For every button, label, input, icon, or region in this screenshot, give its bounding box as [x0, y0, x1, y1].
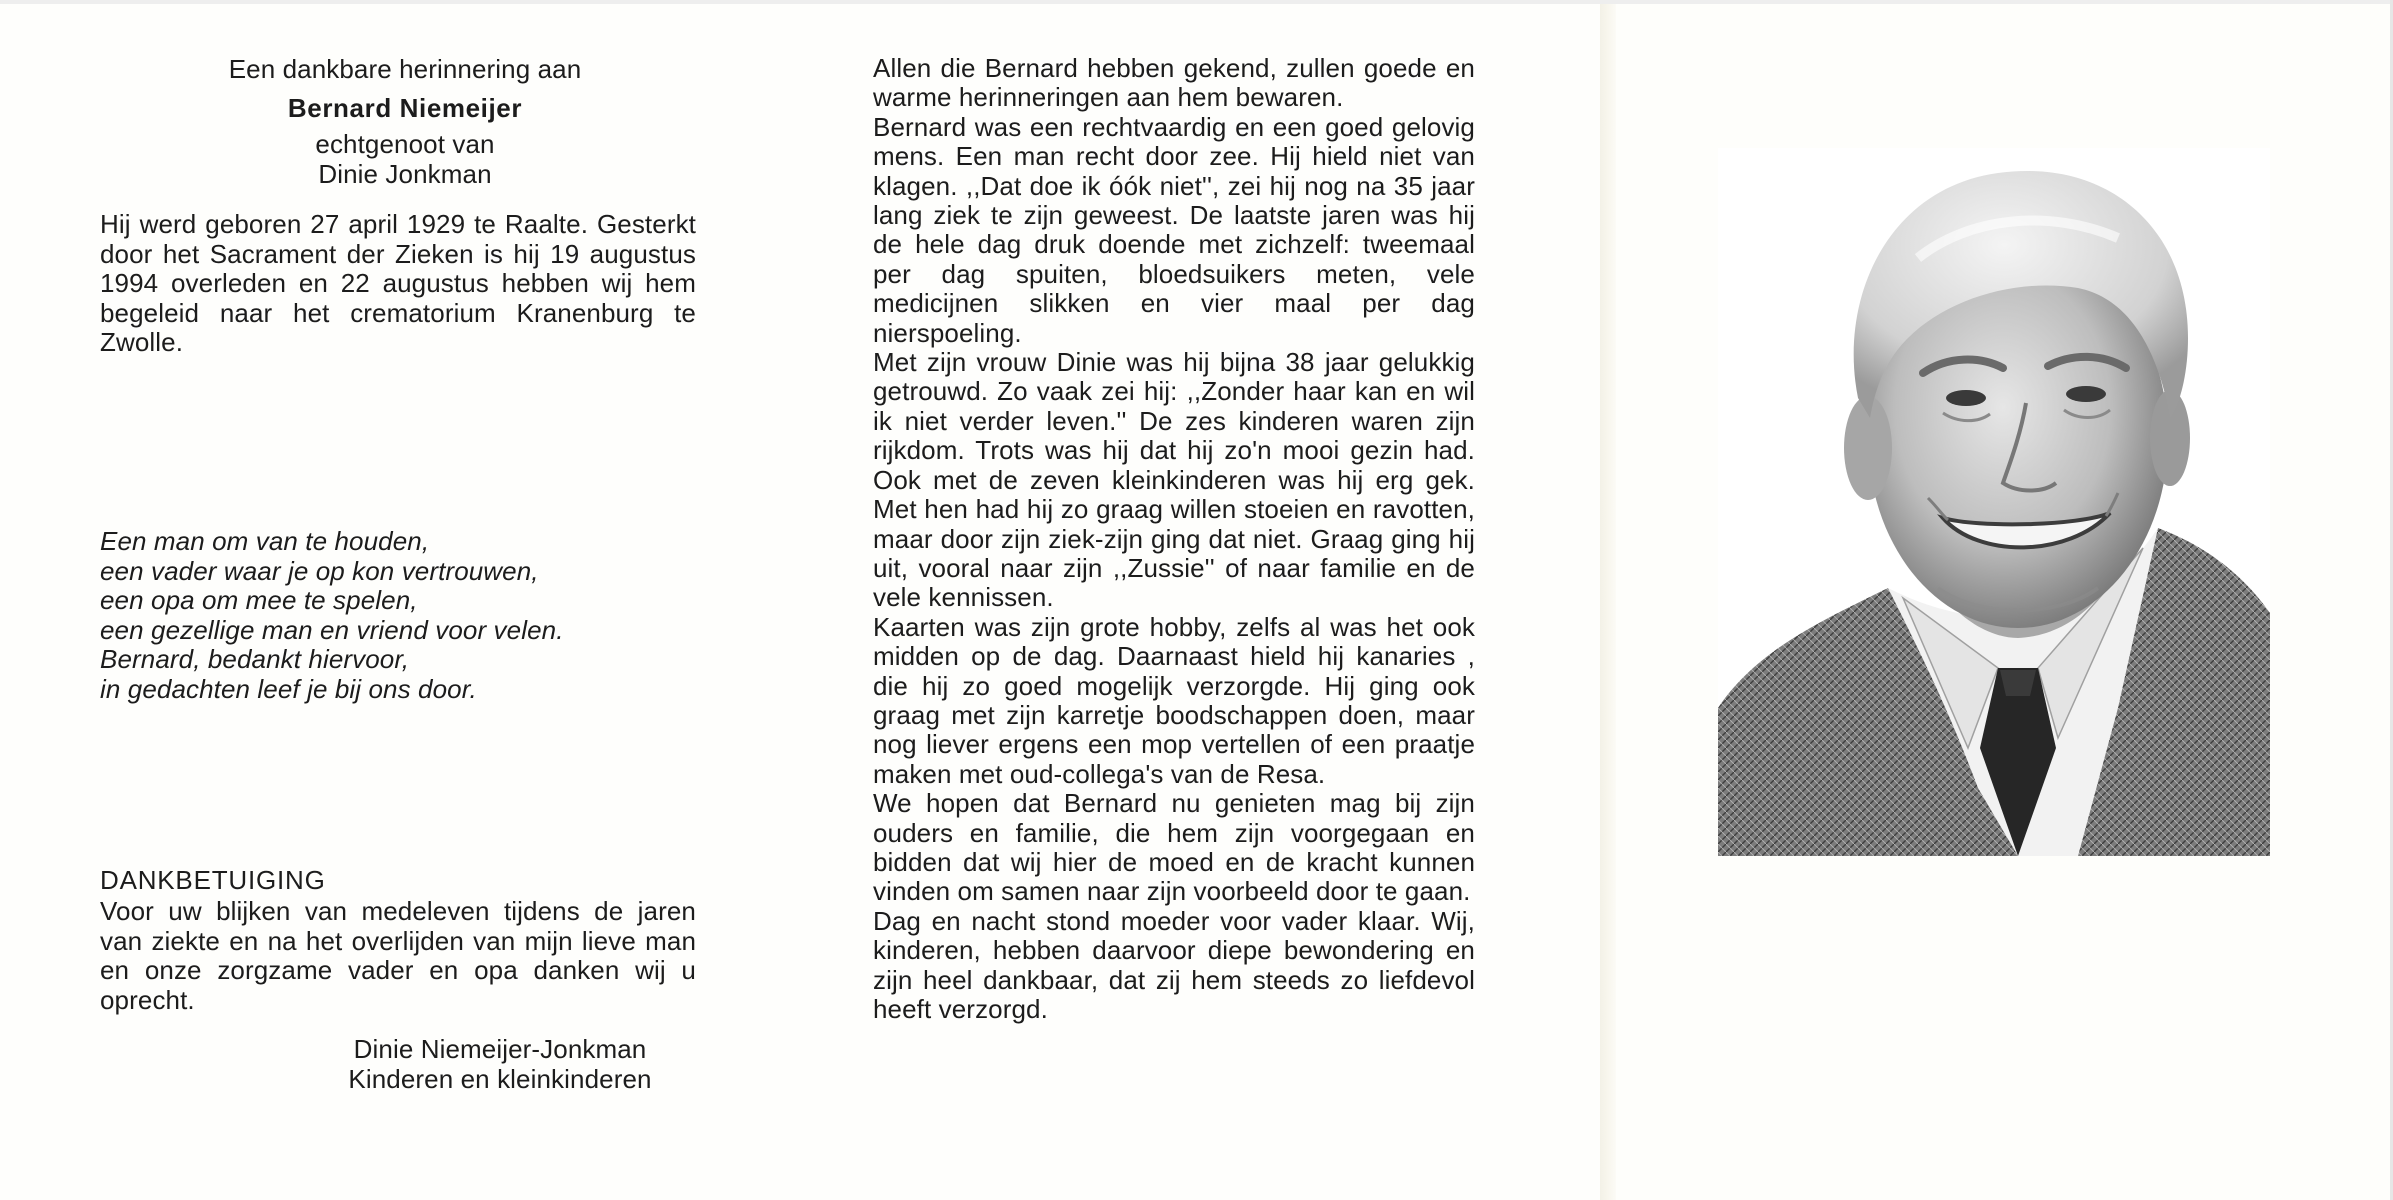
deceased-name: Bernard Niemeijer: [287, 92, 523, 123]
card-fold: [1600, 0, 1616, 1200]
portrait-photo: [1718, 148, 2270, 856]
memorial-poem: [100, 527, 700, 704]
memory-paragraph: We hopen dat Bernard nu genieten mag bij zijn ouders en familie, die hem zijn voorgegaan en bidden dat wij hier de moed en de kracht kunnen vinden om samen naar zijn voorbeeld door te gaan.: [873, 788, 1475, 907]
memory-paragraph: Met zijn vrouw Dinie was hij bijna 38 jaar gelukkig getrouwd. Zo vaak zei hij: ,,Zonder haar kan en wil ik niet verder leven.'' De zes kinderen waren zijn rijkdom. Trots was hij dat hij zo'n mooi gezin had. Ook met de zeven kleinkinderen was hij erg gek. Met hen had hij zo graag willen stoeien en ravotten, maar door zijn ziek-zijn ging dat niet. Graag ging hij uit, vooral naar zijn ,,Zussie'' of naar familie en de vele kennissen.: [873, 347, 1475, 613]
poem-line: een vader waar je op kon vertrouwen,: [100, 555, 539, 586]
thanks-signature: [300, 1035, 700, 1094]
poem-line: een opa om mee te spelen,: [100, 585, 418, 615]
poem-line: Bernard, bedankt hiervoor,: [100, 644, 410, 674]
thanks-heading: DANKBETUIGING: [100, 865, 326, 895]
memorial-header: [100, 55, 710, 189]
signature-line: Kinderen en kleinkinderen: [348, 1063, 652, 1094]
poem-line: een gezellige man en vriend voor velen.: [100, 614, 564, 645]
header-intro: Een dankbare herinnering aan: [228, 54, 582, 84]
memories-text: [873, 54, 1475, 1024]
poem-line: Een man om van te houden,: [100, 526, 430, 556]
header-relation: echtgenoot van: [315, 129, 495, 159]
biography-text: Hij werd geboren 27 april 1929 te Raalte. Gesterkt door het Sacrament der Zieken is hij 19 augustus 1994 overleden en 22 augustus hebben wij hem begeleid naar het crematorium Kranenburg te Zwolle.: [100, 209, 696, 357]
memory-paragraph: Kaarten was zijn grote hobby, zelfs al was het ook midden op de dag. Daarnaast hield hij kanaries , die hij zo goed mogelijk verzorgde. Hij ging ook graag met zijn karretje boodschappen doen, maar nog liever ergens een mop vertellen of een praatje maken met oud-collega's van de Resa.: [873, 611, 1475, 789]
poem-line: in gedachten leef je bij ons door.: [100, 673, 477, 704]
memory-paragraph: Dag en nacht stond moeder voor vader klaar. Wij, kinderen, hebben daarvoor diepe bewondering en zijn heel dankbaar, dat zij hem steeds zo liefdevol heeft verzorgd.: [873, 905, 1475, 1024]
scan-edge-top: [0, 0, 2393, 4]
memory-paragraph: Allen die Bernard hebben gekend, zullen goede en warme herinneringen aan hem bewaren.: [873, 53, 1475, 113]
signature-line: Dinie Niemeijer-Jonkman: [353, 1034, 647, 1064]
memory-paragraph: Bernard was een rechtvaardig en een goed gelovig mens. Een man recht door zee. Hij hield niet van klagen. ,,Dat doe ik óók niet'', zei hij nog na 35 jaar lang ziek te zijn geweest. De laatste jaren was hij de hele dag druk doende met zichzelf: tweemaal per dag spuiten, bloedsuikers meten, vele medicijnen slikken en vier maal per dag nierspoeling.: [873, 111, 1475, 348]
thanks-text: Voor uw blijken van medeleven tijdens de jaren van ziekte en na het overlijden van mijn lieve man en onze zorgzame vader en opa danken wij u oprecht.: [100, 896, 696, 1015]
spouse-name: Dinie Jonkman: [318, 158, 492, 189]
